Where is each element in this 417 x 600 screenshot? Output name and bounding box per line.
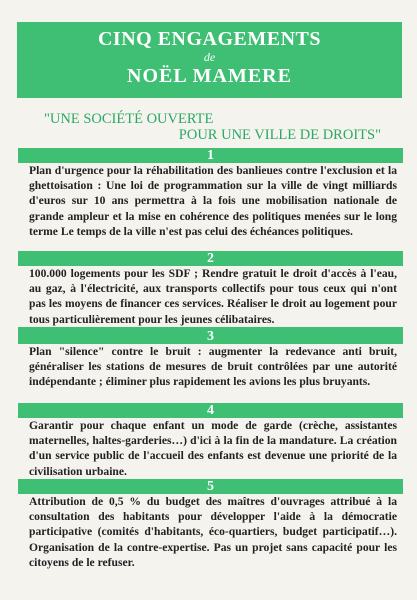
engagement-1-number: 1 bbox=[18, 148, 403, 163]
engagement-5-text: Attribution de 0,5 % du budget des maîtres d'ouvrages attribué à la consultation des habitants pour développer l'aide à la démocratie participative (comités d'habitants, éco-quartiers, budget participatif…). Organisation de la contre-expertise. Pas un projet sans capacité pour les citoyens de le refuser. bbox=[29, 495, 397, 569]
engagement-1-text: Plan d'urgence pour la réhabilitation des banlieues contre l'exclusion et la ghettoisation : Une loi de programmation sur la ville de vingt milliards d'euros sur 10 ans permettra à la fois une mobilisation nationale de grande ampleur et la mise en cohérence des politiques menées sur le long terme Le temps de la ville n'est pas celui des échéances politiques. bbox=[29, 164, 397, 238]
slogan-line-2: POUR UNE VILLE DE DROITS" bbox=[178, 127, 381, 143]
engagement-2-text: 100.000 logements pour les SDF ; Rendre gratuit le droit d'accès à l'eau, au gaz, à l'électricité, aux transports collectifs pour tous ceux qui n'ont pas les moyens de financer ces services. Réaliser le droit au logement pour tous particulièrement pour les jeunes célibataires. bbox=[29, 267, 397, 326]
title-line-3: NOËL MAMERE bbox=[127, 65, 292, 87]
engagement-4-number: 4 bbox=[18, 403, 403, 418]
slogan bbox=[40, 111, 385, 143]
slogan-line-1: "UNE SOCIÉTÉ OUVERTE bbox=[44, 111, 214, 127]
engagement-3-number: 3 bbox=[18, 329, 403, 344]
engagement-3-text: Plan "silence" contre le bruit : augmenter la redevance anti bruit, généraliser les stations de mesures de bruit contrôlées par une autorité indépendante ; éliminer plus rapidement les avions les plus bruyants. bbox=[29, 345, 397, 389]
engagement-4-text: Garantir pour chaque enfant un mode de garde (crèche, assistantes maternelles, haltes-garderies…) d'ici à la fin de la mandature. La création d'un service public de l'accueil des enfants est devenue une priorité de la civilisation urbaine. bbox=[29, 419, 397, 478]
title-line-2: de bbox=[203, 50, 216, 64]
title-line-1: CINQ ENGAGEMENTS bbox=[97, 28, 322, 50]
engagement-2-number: 2 bbox=[18, 251, 403, 266]
engagement-5-number: 5 bbox=[18, 479, 403, 494]
title-banner bbox=[17, 22, 402, 98]
